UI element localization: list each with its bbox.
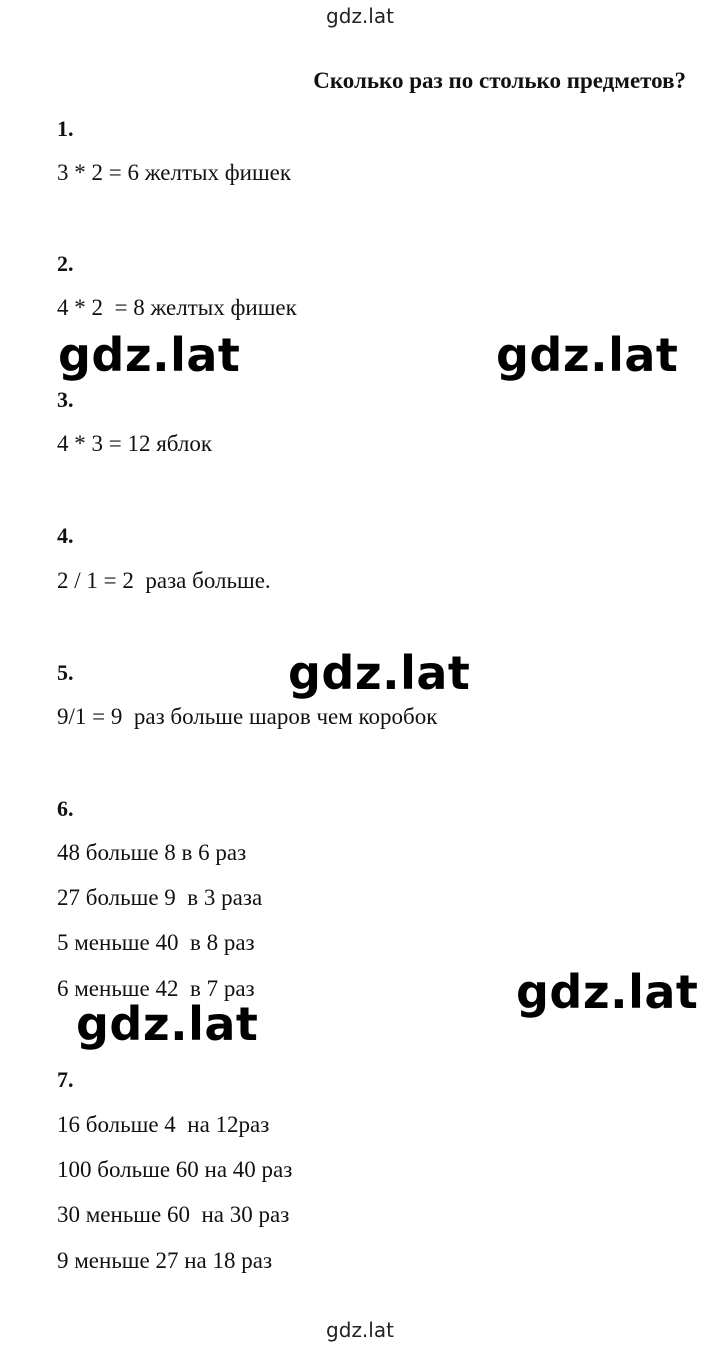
page-title: Сколько раз по столько предметов? bbox=[313, 68, 686, 93]
footer-watermark: gdz.lat bbox=[326, 1318, 394, 1342]
task-6-number: 6. bbox=[57, 796, 74, 821]
task-6-line-1: 48 больше 8 в 6 раз bbox=[57, 840, 247, 865]
task-4-line-1: 2 / 1 = 2 раза больше. bbox=[57, 568, 271, 593]
watermark-4: gdz.lat bbox=[516, 965, 699, 1019]
task-5-number: 5. bbox=[57, 660, 74, 685]
task-2-line-1: 4 * 2 = 8 желтых фишек bbox=[57, 295, 297, 320]
task-7-line-2: 100 больше 60 на 40 раз bbox=[57, 1157, 293, 1182]
task-1-number: 1. bbox=[57, 116, 74, 141]
watermark-3: gdz.lat bbox=[288, 646, 471, 700]
task-3-number: 3. bbox=[57, 387, 74, 412]
task-7-line-4: 9 меньше 27 на 18 раз bbox=[57, 1248, 273, 1273]
watermark-2: gdz.lat bbox=[496, 328, 679, 382]
task-7-line-1: 16 больше 4 на 12раз bbox=[57, 1112, 270, 1137]
task-4-number: 4. bbox=[57, 523, 74, 548]
task-1-line-1: 3 * 2 = 6 желтых фишек bbox=[57, 160, 292, 185]
task-6-line-4: 6 меньше 42 в 7 раз bbox=[57, 976, 255, 1001]
watermark-5: gdz.lat bbox=[76, 997, 259, 1051]
task-7-line-3: 30 меньше 60 на 30 раз bbox=[57, 1202, 290, 1227]
header-watermark: gdz.lat bbox=[326, 4, 394, 28]
task-7-number: 7. bbox=[57, 1067, 74, 1092]
task-6-line-2: 27 больше 9 в 3 раза bbox=[57, 885, 263, 910]
task-3-line-1: 4 * 3 = 12 яблок bbox=[57, 431, 213, 456]
watermark-1: gdz.lat bbox=[58, 328, 241, 382]
task-6-line-3: 5 меньше 40 в 8 раз bbox=[57, 930, 255, 955]
task-2-number: 2. bbox=[57, 251, 74, 276]
task-5-line-1: 9/1 = 9 раз больше шаров чем коробок bbox=[57, 704, 438, 729]
